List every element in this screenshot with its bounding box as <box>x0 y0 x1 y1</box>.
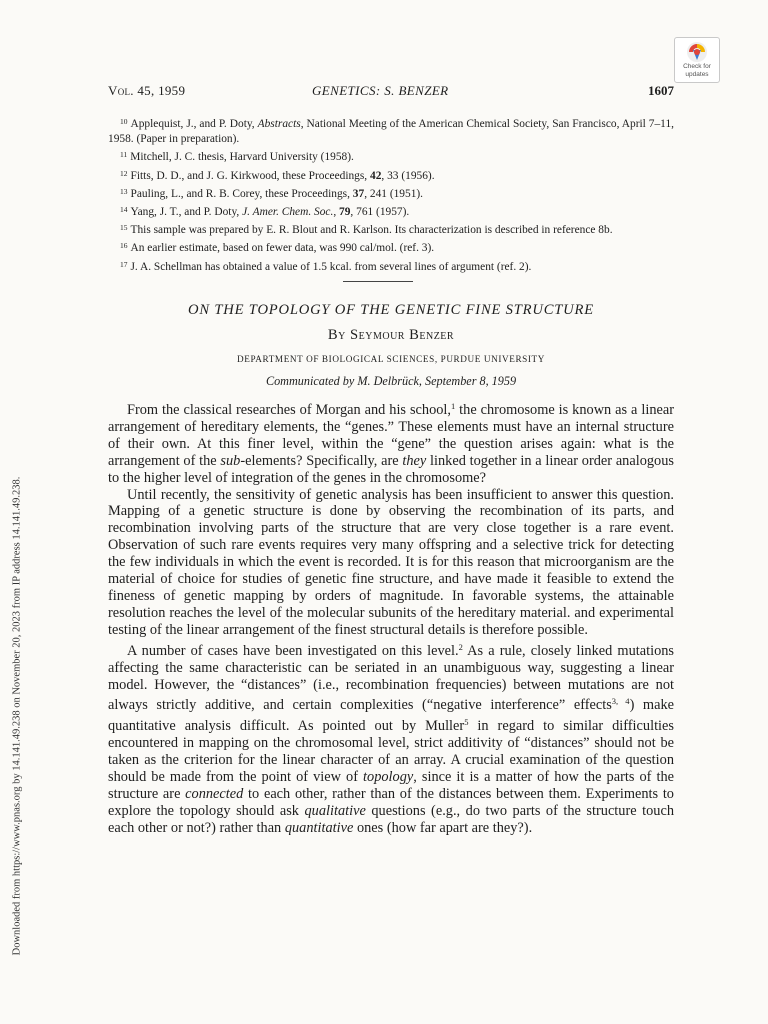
running-header <box>108 80 674 102</box>
paragraph-3: A number of cases have been investigated on this level.$^2$ As a rule, closely linked mutations affecting the same characteristic can be seriated in an unambiguous way, suggesting a linear model. However, the “distances” (i.e., recombination frequencies) between mutations are not always strictly additive, and certain complexities (“negative interference” effects$^{3, 4}$) make quantitative analysis difficult. As pointed out by Muller$^5$ in regard to similar difficulties encountered in mapping on the chromosomal level, strict additivity of “distances” should not be taken as the criterion for the linear character of an array. A crucial examination of the question should be made from the point of view of topology, since it is a matter of how the parts of the structure are connected to each other, rather than of the distances between them. Experiments to explore the topology should ask qualitative questions (e.g., do two parts of the structure touch each other or not?) rather than quantitative ones (how far apart are they?). <box>108 641 674 836</box>
footnote-text: Fitts, D. D., and J. G. Kirkwood, these Proceedings, <box>130 169 370 182</box>
citation-ref: 5 <box>464 717 469 728</box>
footnote <box>108 184 674 202</box>
footnote <box>108 238 674 256</box>
check-for-updates-icon <box>686 41 708 63</box>
badge-label-line1: Check for <box>683 63 711 70</box>
communicated-line: Communicated by M. Delbrück, September 8, 1959 <box>265 374 517 388</box>
footnote <box>108 114 674 147</box>
citation-ref: 2 <box>458 641 463 652</box>
footnote-number: 13 <box>120 186 128 196</box>
footnote <box>108 220 674 238</box>
footnote-text: This sample was prepared by E. R. Blout and R. Karlson. Its characterization is described in reference 8b. <box>130 224 613 237</box>
footnote-volume: 42 <box>370 169 382 182</box>
footnote-number: 11 <box>120 150 128 160</box>
paragraph-1: From the classical researches of Morgan and his school,$^1$ the chromosome is known as a linear arrangement of hereditary elements, the “genes.” These elements must have an internal structure of their own. At this finer level, within the “gene” the question arises again: what is the arrangement of the sub-elements? Specifically, are they linked together in a linear order analogous to the higher level of integration of the genes in the chromosome? <box>108 401 674 486</box>
footnote-number: 10 <box>120 117 128 126</box>
footnote <box>108 257 674 275</box>
badge-label-line2: updates <box>685 70 709 78</box>
footnote-text: J. A. Schellman has obtained a value of 1.5 kcal. from several lines of argument (ref. 2). <box>130 260 532 273</box>
volume-label: Vol. 45, 1959 <box>108 83 186 98</box>
section-divider <box>343 281 413 282</box>
footnote-italic: J. Amer. Chem. Soc. <box>242 206 334 219</box>
check-for-updates-badge[interactable] <box>674 37 720 83</box>
footnote-italic: Abstracts <box>257 118 301 130</box>
footnote-number: 14 <box>120 205 128 215</box>
citation-ref: 1 <box>451 401 456 411</box>
footnote-number: 15 <box>120 223 128 233</box>
footnotes <box>108 114 674 275</box>
download-notice <box>2 456 32 976</box>
journal-header: GENETICS: S. BENZER <box>312 83 449 98</box>
article-title: ON THE TOPOLOGY OF THE GENETIC FINE STRUCTURE <box>188 302 594 318</box>
footnote <box>108 166 674 184</box>
footnote-number: 12 <box>120 168 128 178</box>
footnote-text: Pauling, L., and R. B. Corey, these Proceedings, <box>130 187 353 200</box>
footnote-text: Mitchell, J. C. thesis, Harvard University (1958). <box>130 151 354 164</box>
footnote-text-rest: , 241 (1951). <box>364 187 424 200</box>
footnote-number: 17 <box>120 259 128 269</box>
page-number: 1607 <box>648 83 674 98</box>
footnote-text-rest: , 761 (1957). <box>350 206 410 219</box>
footnote: $^{14}$ Yang, J. T., and P. Doty, J. Amer. Chem. Soc., 79, 761 (1957). <box>120 205 410 219</box>
download-notice-text: Downloaded from https://www.pnas.org by 14.141.49.238 on November 20, 2023 from IP address 14.141.49.238. <box>11 476 23 956</box>
author-affiliation: DEPARTMENT OF BIOLOGICAL SCIENCES, PURDUE UNIVERSITY <box>237 354 545 364</box>
footnote-text-rest: , National Meeting of the American Chemical Society, San Francisco, April 7–11, 1958. (Paper in preparation). <box>108 118 675 146</box>
citation-ref: 3, 4 <box>611 696 630 707</box>
article-body <box>108 398 674 837</box>
footnote-volume: 37 <box>352 187 365 200</box>
article-author: By Seymour Benzer <box>327 327 455 343</box>
footnote <box>108 147 674 165</box>
footnote-number: 16 <box>120 241 128 251</box>
footnote-volume: 79 <box>339 206 351 219</box>
footnote-text-rest: , 33 (1956). <box>381 169 435 182</box>
footnote-text: An earlier estimate, based on fewer data, was 990 cal/mol. (ref. 3). <box>130 242 435 255</box>
paragraph-2: Until recently, the sensitivity of genetic analysis has been insufficient to answer this question. Mapping of a genetic structure is done by observing the recombination of its parts, and recombination involving parts of the structure that are very close together is a rare event. Observation of such rare events requires very many offspring and a selective trick for detecting the few individuals in which the event is recorded. It is for this reason that microorganism are the material of choice for studies of genetic fine structure, and have made it feasible to extend the fineness of genetic mapping by orders of magnitude. In favorable systems, the attainable resolution reaches the level of the molecular subunits of the hereditary material. and experimental testing of the linear arrangement of the finest structural details is therefore possible. <box>108 486 674 638</box>
footnote-text: Applequist, J., and P. Doty, <box>130 118 258 130</box>
footnote-text: Yang, J. T., and P. Doty, <box>130 206 243 219</box>
